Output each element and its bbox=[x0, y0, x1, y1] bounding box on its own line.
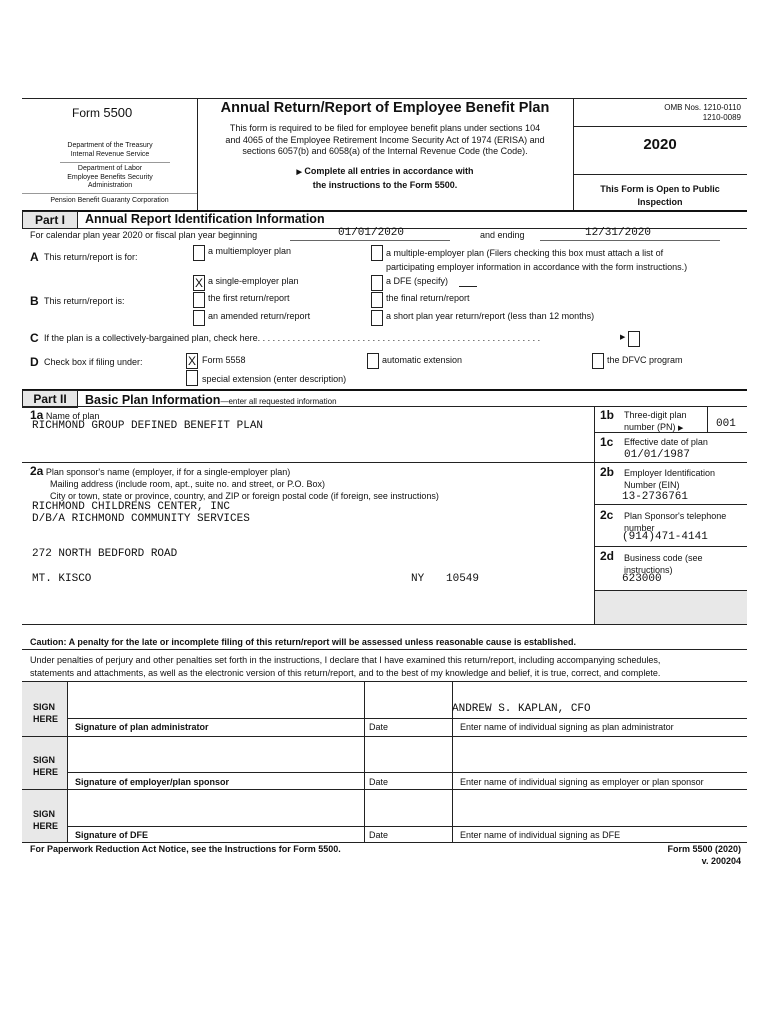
name-label-dfe: Enter name of individual signing as DFE bbox=[460, 830, 621, 840]
item-2d-line: Business code (see bbox=[624, 553, 703, 563]
sign-here-3 bbox=[33, 808, 58, 832]
checkbox-collectively-bargained[interactable] bbox=[628, 331, 640, 347]
signature-field-sponsor[interactable] bbox=[68, 740, 363, 771]
item-1b-line: Three-digit plan bbox=[624, 410, 687, 420]
item-2c-line: Plan Sponsor's telephone bbox=[624, 511, 727, 521]
item-b-label: This return/report is: bbox=[44, 296, 125, 306]
item-1b-number: 1b bbox=[600, 408, 615, 422]
label-special-extension: special extension (enter description) bbox=[202, 374, 347, 384]
public-inspection bbox=[573, 183, 747, 208]
item-2a-line: Mailing address (include room, apt., suite no. and street, or P.O. Box) bbox=[50, 479, 325, 489]
agency-labor bbox=[40, 165, 180, 191]
item-1c-label: Effective date of plan bbox=[624, 437, 708, 447]
item-a-label: This return/report is for: bbox=[44, 252, 138, 262]
shaded-box bbox=[595, 591, 747, 624]
form-title: Annual Return/Report of Employee Benefit Plan bbox=[220, 100, 550, 116]
sign-here-2 bbox=[33, 754, 58, 778]
omb-line: OMB Nos. 1210-0110 bbox=[664, 103, 741, 112]
arrow-right-icon: ▶ bbox=[620, 334, 626, 341]
plan-number[interactable]: 001 bbox=[716, 418, 736, 430]
tax-year: 2020 bbox=[643, 136, 677, 153]
form-version bbox=[560, 844, 741, 867]
perjury-line: statements and attachments, as well as the electronic version of this return/report, and to the best of my knowledge and belief, it is true, correct, and complete. bbox=[30, 667, 661, 678]
perjury-line: Under penalties of perjury and other penalties set forth in the instructions, I declare that I have examined this return/report, including accompanying schedules, bbox=[30, 655, 661, 665]
item-2a-label bbox=[30, 465, 439, 502]
here-word: HERE bbox=[33, 714, 59, 724]
checkbox-multiemployer[interactable] bbox=[193, 245, 205, 261]
sig-label-dfe: Signature of DFE bbox=[75, 830, 149, 840]
checkbox-special-extension[interactable] bbox=[186, 370, 198, 386]
item-a-letter: A bbox=[30, 250, 39, 264]
item-2a-text: Plan sponsor's name (employer, if for a single-employer plan) bbox=[45, 467, 291, 477]
item-c-text: If the plan is a collectively-bargained plan, check here bbox=[44, 333, 258, 343]
multiple-employer-line: participating employer information in accordance with the form instructions.) bbox=[386, 262, 688, 272]
agency-treasury-line: Internal Revenue Service bbox=[70, 151, 150, 158]
footer-form-label: Form 5500 (2020) bbox=[667, 844, 741, 854]
label-amended-return: an amended return/report bbox=[208, 311, 311, 321]
multiple-employer-line: a multiple-employer plan (Filers checking this box must attach a list of bbox=[386, 248, 664, 258]
agency-treasury bbox=[40, 141, 180, 159]
item-2d-line: instructions) bbox=[624, 565, 673, 575]
sign-word: SIGN bbox=[33, 755, 56, 765]
arrow-right-icon: ▶ bbox=[678, 425, 684, 432]
complete-line: Complete all entries in accordance with bbox=[304, 166, 474, 176]
business-code[interactable]: 623000 bbox=[622, 573, 662, 585]
sponsor-phone[interactable]: (914)471-4141 bbox=[622, 531, 708, 543]
checkbox-single-employer[interactable]: X bbox=[194, 276, 203, 290]
sponsor-zip[interactable]: 10549 bbox=[446, 573, 480, 585]
checkbox-form-5558[interactable]: X bbox=[187, 354, 196, 368]
signature-field-admin[interactable] bbox=[68, 686, 363, 717]
checkbox-short-plan-year[interactable] bbox=[371, 310, 383, 326]
caution-text: Caution: A penalty for the late or incomplete filing of this return/report will be assessed unless reasonable cause is established. bbox=[30, 637, 576, 647]
item-1a-text: Name of plan bbox=[45, 411, 100, 421]
here-word: HERE bbox=[33, 767, 59, 777]
plan-year-begin[interactable]: 01/01/2020 bbox=[338, 227, 405, 239]
checkbox-multiple-employer[interactable] bbox=[371, 245, 383, 261]
sponsor-city[interactable]: MT. KISCO bbox=[32, 573, 92, 585]
sig-label-sponsor: Signature of employer/plan sponsor bbox=[75, 777, 230, 787]
item-d-label: Check box if filing under: bbox=[44, 357, 143, 367]
name-label-sponsor: Enter name of individual signing as employer or plan sponsor bbox=[460, 777, 704, 787]
agency-pbgc: Pension Benefit Guaranty Corporation bbox=[50, 197, 169, 204]
item-2b-line: Employer Identification bbox=[624, 468, 716, 478]
agency-labor-line: Department of Labor bbox=[77, 165, 143, 172]
part-i-title: Annual Report Identification Information bbox=[85, 212, 325, 226]
label-short-plan-year: a short plan year return/report (less than 12 months) bbox=[386, 311, 595, 321]
label-form-5558: Form 5558 bbox=[202, 355, 246, 365]
sponsor-state[interactable]: NY bbox=[411, 573, 425, 585]
complete-instructions bbox=[197, 165, 573, 191]
sign-here-1 bbox=[33, 701, 58, 725]
label-dfe: a DFE (specify) bbox=[386, 276, 449, 286]
item-c-letter: C bbox=[30, 331, 39, 345]
omb-numbers bbox=[573, 103, 741, 123]
sign-word: SIGN bbox=[33, 702, 56, 712]
complete-line: the instructions to the Form 5500. bbox=[312, 180, 458, 190]
form-number bbox=[72, 105, 132, 120]
name-label-admin: Enter name of individual signing as plan administrator bbox=[460, 722, 674, 732]
label-automatic-extension: automatic extension bbox=[382, 355, 463, 365]
checkbox-automatic-extension[interactable] bbox=[367, 353, 379, 369]
intro-line: and 4065 of the Employee Retirement Income Security Act of 1974 (ERISA) and bbox=[225, 134, 545, 145]
checkbox-first-return[interactable] bbox=[193, 292, 205, 308]
label-multiple-employer bbox=[386, 246, 687, 274]
item-b-letter: B bbox=[30, 294, 39, 308]
public-line: This Form is Open to Public bbox=[600, 184, 720, 194]
item-2a-number: 2a bbox=[30, 464, 44, 478]
plan-name[interactable]: RICHMOND GROUP DEFINED BENEFIT PLAN bbox=[32, 420, 264, 432]
item-d-letter: D bbox=[30, 355, 39, 369]
part-ii-tag: Part II bbox=[22, 390, 78, 408]
omb-line: 1210-0089 bbox=[702, 113, 741, 122]
checkbox-dfvc[interactable] bbox=[592, 353, 604, 369]
sign-word: SIGN bbox=[33, 809, 56, 819]
label-dfvc: the DFVC program bbox=[607, 355, 683, 365]
item-1b-line: number (PN) bbox=[624, 422, 676, 432]
part-i-tag: Part I bbox=[22, 211, 78, 229]
item-c-label bbox=[44, 333, 622, 343]
ein[interactable]: 13-2736761 bbox=[622, 491, 689, 503]
part-ii-title-text: Basic Plan Information bbox=[85, 393, 221, 407]
sponsor-name[interactable] bbox=[32, 501, 250, 525]
item-2c-number: 2c bbox=[600, 508, 614, 522]
checkbox-amended-return[interactable] bbox=[193, 310, 205, 326]
item-1a-number: 1a bbox=[30, 408, 44, 422]
item-2d-number: 2d bbox=[600, 549, 615, 563]
date-label: Date bbox=[369, 777, 389, 787]
date-label: Date bbox=[369, 830, 389, 840]
agency-treasury-line: Department of the Treasury bbox=[67, 142, 153, 149]
part-ii-subtitle: —enter all requested information bbox=[220, 397, 337, 406]
dot-leader: . . . . . . . . . . . . . . . . . . . . . . . . . . . . . . . . . . . . . . . . . . . . . . . . . . . . . . . . . bbox=[257, 333, 541, 343]
label-final-return: the final return/report bbox=[386, 293, 470, 303]
arrow-right-icon: ▶ bbox=[296, 169, 302, 176]
perjury-statement bbox=[30, 654, 660, 679]
form-intro bbox=[197, 123, 573, 158]
item-1c-number: 1c bbox=[600, 435, 614, 449]
public-line: Inspection bbox=[637, 196, 683, 207]
signature-field-dfe[interactable] bbox=[68, 793, 363, 824]
calendar-year-label: For calendar plan year 2020 or fiscal plan year beginning bbox=[30, 230, 258, 240]
date-label: Date bbox=[369, 722, 389, 732]
agency-labor-line: Employee Benefits Security bbox=[67, 173, 153, 181]
sponsor-dba-line[interactable]: D/B/A RICHMOND COMMUNITY SERVICES bbox=[32, 513, 250, 525]
plan-year-end[interactable]: 12/31/2020 bbox=[585, 227, 652, 239]
sponsor-street[interactable]: 272 NORTH BEDFORD ROAD bbox=[32, 548, 178, 560]
here-word: HERE bbox=[33, 821, 59, 831]
item-2b-line: Number (EIN) bbox=[624, 480, 680, 490]
intro-line: sections 6057(b) and 6058(a) of the Internal Revenue Code (the Code). bbox=[242, 146, 528, 156]
ending-label: and ending bbox=[480, 230, 525, 240]
agency-labor-line: Administration bbox=[87, 182, 133, 189]
effective-date[interactable]: 01/01/1987 bbox=[624, 449, 691, 461]
form-number-value: 5500 bbox=[103, 105, 133, 120]
form-label: Form bbox=[72, 106, 100, 120]
item-2b-number: 2b bbox=[600, 465, 615, 479]
item-2c-line: number bbox=[624, 523, 655, 533]
label-single-employer: a single-employer plan bbox=[208, 276, 299, 286]
checkbox-dfe[interactable] bbox=[371, 275, 383, 291]
checkbox-final-return[interactable] bbox=[371, 292, 383, 308]
item-2a-line: City or town, state or province, country, and ZIP or foreign postal code (if foreign, see instructions) bbox=[50, 491, 439, 501]
sig-label-admin: Signature of plan administrator bbox=[75, 722, 209, 732]
paperwork-notice: For Paperwork Reduction Act Notice, see the Instructions for Form 5500. bbox=[30, 844, 341, 854]
label-first-return: the first return/report bbox=[208, 293, 290, 303]
intro-line: This form is required to be filed for employee benefit plans under sections 104 bbox=[229, 123, 541, 133]
item-2b-label bbox=[624, 467, 715, 491]
footer-version-label: v. 200204 bbox=[701, 855, 741, 866]
label-multiemployer: a multiemployer plan bbox=[208, 246, 292, 256]
sponsor-name-line[interactable]: RICHMOND CHILDRENS CENTER, INC bbox=[32, 501, 231, 513]
admin-name[interactable]: ANDREW S. KAPLAN, CFO bbox=[452, 703, 591, 715]
